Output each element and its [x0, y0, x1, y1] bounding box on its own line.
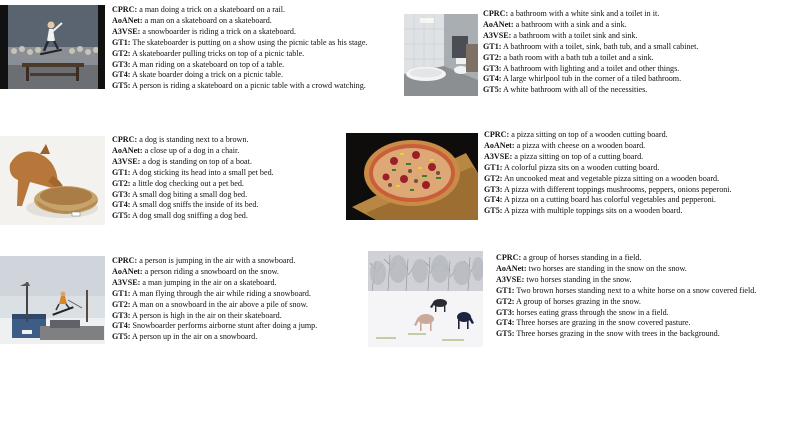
caption-line: CPRC: a pizza sitting on top of a wooden cutting board.	[484, 130, 668, 139]
caption-line: GT2: A skateboarder pulling tricks on top of a picnic table.	[112, 48, 305, 58]
caption-line: GT3: horses eating grass through the snow in a field.	[496, 307, 669, 317]
caption-line: GT5: A person up in the air on a snowboard.	[112, 332, 258, 342]
caption-line: AoANet: a person riding a snowboard on the snow.	[112, 266, 279, 276]
caption-line: A3VSE: two horses standing in the snow.	[496, 274, 632, 284]
caption-line: A3VSE: a snowboarder is riding a trick on a skateboard.	[112, 26, 296, 36]
caption-line: AoANet: a pizza with cheese on a wooden board.	[484, 140, 646, 150]
caption-line: GT3: A man riding on a skateboard on top of a table.	[112, 59, 285, 69]
caption-line: GT3: A pizza with different toppings mushrooms, peppers, onions peperoni.	[484, 184, 732, 194]
caption-line: GT4: A skate boarder doing a trick on a picnic table.	[112, 70, 284, 80]
caption-line: GT4: A small dog sniffs the inside of its bed.	[112, 200, 259, 210]
caption-line: GT3: A bathroom with lighting and a toilet and other things.	[483, 63, 680, 73]
caption-line: GT1: Two brown horses standing next to a white horse on a snow covered field.	[496, 285, 757, 295]
caption-line: A3VSE: a bathroom with a toilet sink and sink.	[483, 30, 638, 40]
caption-line: CPRC: a dog is standing next to a brown.	[112, 135, 249, 144]
caption-line: GT5: A person is riding a skateboard on a picnic table with a crowd watching.	[112, 81, 366, 91]
caption-line: GT5: A white bathroom with all of the necessities.	[483, 85, 648, 95]
caption-list-pizza	[484, 130, 794, 217]
caption-line: GT2: a little dog checking out a pet bed.	[112, 178, 244, 188]
caption-line: GT2: A group of horses grazing in the snow.	[496, 296, 641, 306]
caption-line: AoANet: a bathroom with a sink and a sink.	[483, 19, 627, 29]
caption-line: A3VSE: a dog is standing on top of a boat.	[112, 156, 252, 166]
pizza-photo	[346, 133, 478, 220]
caption-line: GT2: A man on a snowboard in the air above a pile of snow.	[112, 299, 308, 309]
dog-photo	[0, 136, 105, 225]
caption-line: GT3: A small dog biting a small dog bed.	[112, 189, 248, 199]
caption-line: GT4: Three horses are grazing in the snow covered pasture.	[496, 318, 691, 328]
caption-line: GT4: A large whirlpool tub in the corner of a tiled bathroom.	[483, 74, 682, 84]
caption-list-horses	[496, 253, 796, 340]
caption-line: GT1: The skateboarder is putting on a show using the picnic table as his stage.	[112, 37, 368, 47]
caption-list-snowboarder	[112, 256, 372, 343]
caption-line: GT1: A bathroom with a toilet, sink, bath tub, and a small cabinet.	[483, 41, 699, 51]
horses-photo	[368, 251, 483, 347]
caption-line: CPRC: a man doing a trick on a skateboard on a rail.	[112, 5, 286, 14]
caption-line: GT1: A dog sticking its head into a small pet bed.	[112, 167, 274, 177]
caption-line: A3VSE: a pizza sitting on top of a cutting board.	[484, 151, 644, 161]
caption-line: GT5: A pizza with multiple toppings sits on a wooden board.	[484, 206, 683, 216]
caption-list-bathroom	[483, 9, 793, 96]
bathroom-photo	[404, 14, 478, 96]
caption-list-skateboarder	[112, 5, 404, 92]
caption-line: GT2: a bath room with a bath tub a toilet and a sink.	[483, 52, 654, 62]
caption-line: CPRC: a person is jumping in the air with a snowboard.	[112, 256, 296, 265]
caption-line: A3VSE: a man jumping in the air on a skateboard.	[112, 277, 277, 287]
caption-line: GT5: A dog small dog sniffing a dog bed.	[112, 211, 248, 221]
skateboarder-photo	[0, 5, 105, 89]
caption-line: CPRC: a group of horses standing in a field.	[496, 253, 642, 262]
caption-list-dog	[112, 135, 337, 222]
caption-line: CPRC: a bathroom with a white sink and a toilet in it.	[483, 9, 660, 18]
caption-line: GT4: A pizza on a cutting board has colorful vegetables and pepperoni.	[484, 195, 716, 205]
caption-line: GT2: An uncooked meat and vegetable pizza sitting on a wooden board.	[484, 173, 720, 183]
snowboarder-photo	[0, 256, 105, 344]
caption-line: GT1: A man flying through the air while riding a snowboard.	[112, 288, 311, 298]
caption-line: AoANet: two horses are standing in the snow on the snow.	[496, 263, 687, 273]
caption-line: GT5: Three horses grazing in the snow with trees in the background.	[496, 329, 720, 339]
caption-line: GT3: A person is high in the air on their skateboard.	[112, 310, 282, 320]
caption-line: AoANet: a man on a skateboard on a skateboard.	[112, 15, 272, 25]
caption-line: GT4: Snowboarder performs airborne stunt after doing a jump.	[112, 321, 318, 331]
caption-line: GT1: A colorful pizza sits on a wooden cutting board.	[484, 162, 660, 172]
caption-line: AoANet: a close up of a dog in a chair.	[112, 145, 240, 155]
